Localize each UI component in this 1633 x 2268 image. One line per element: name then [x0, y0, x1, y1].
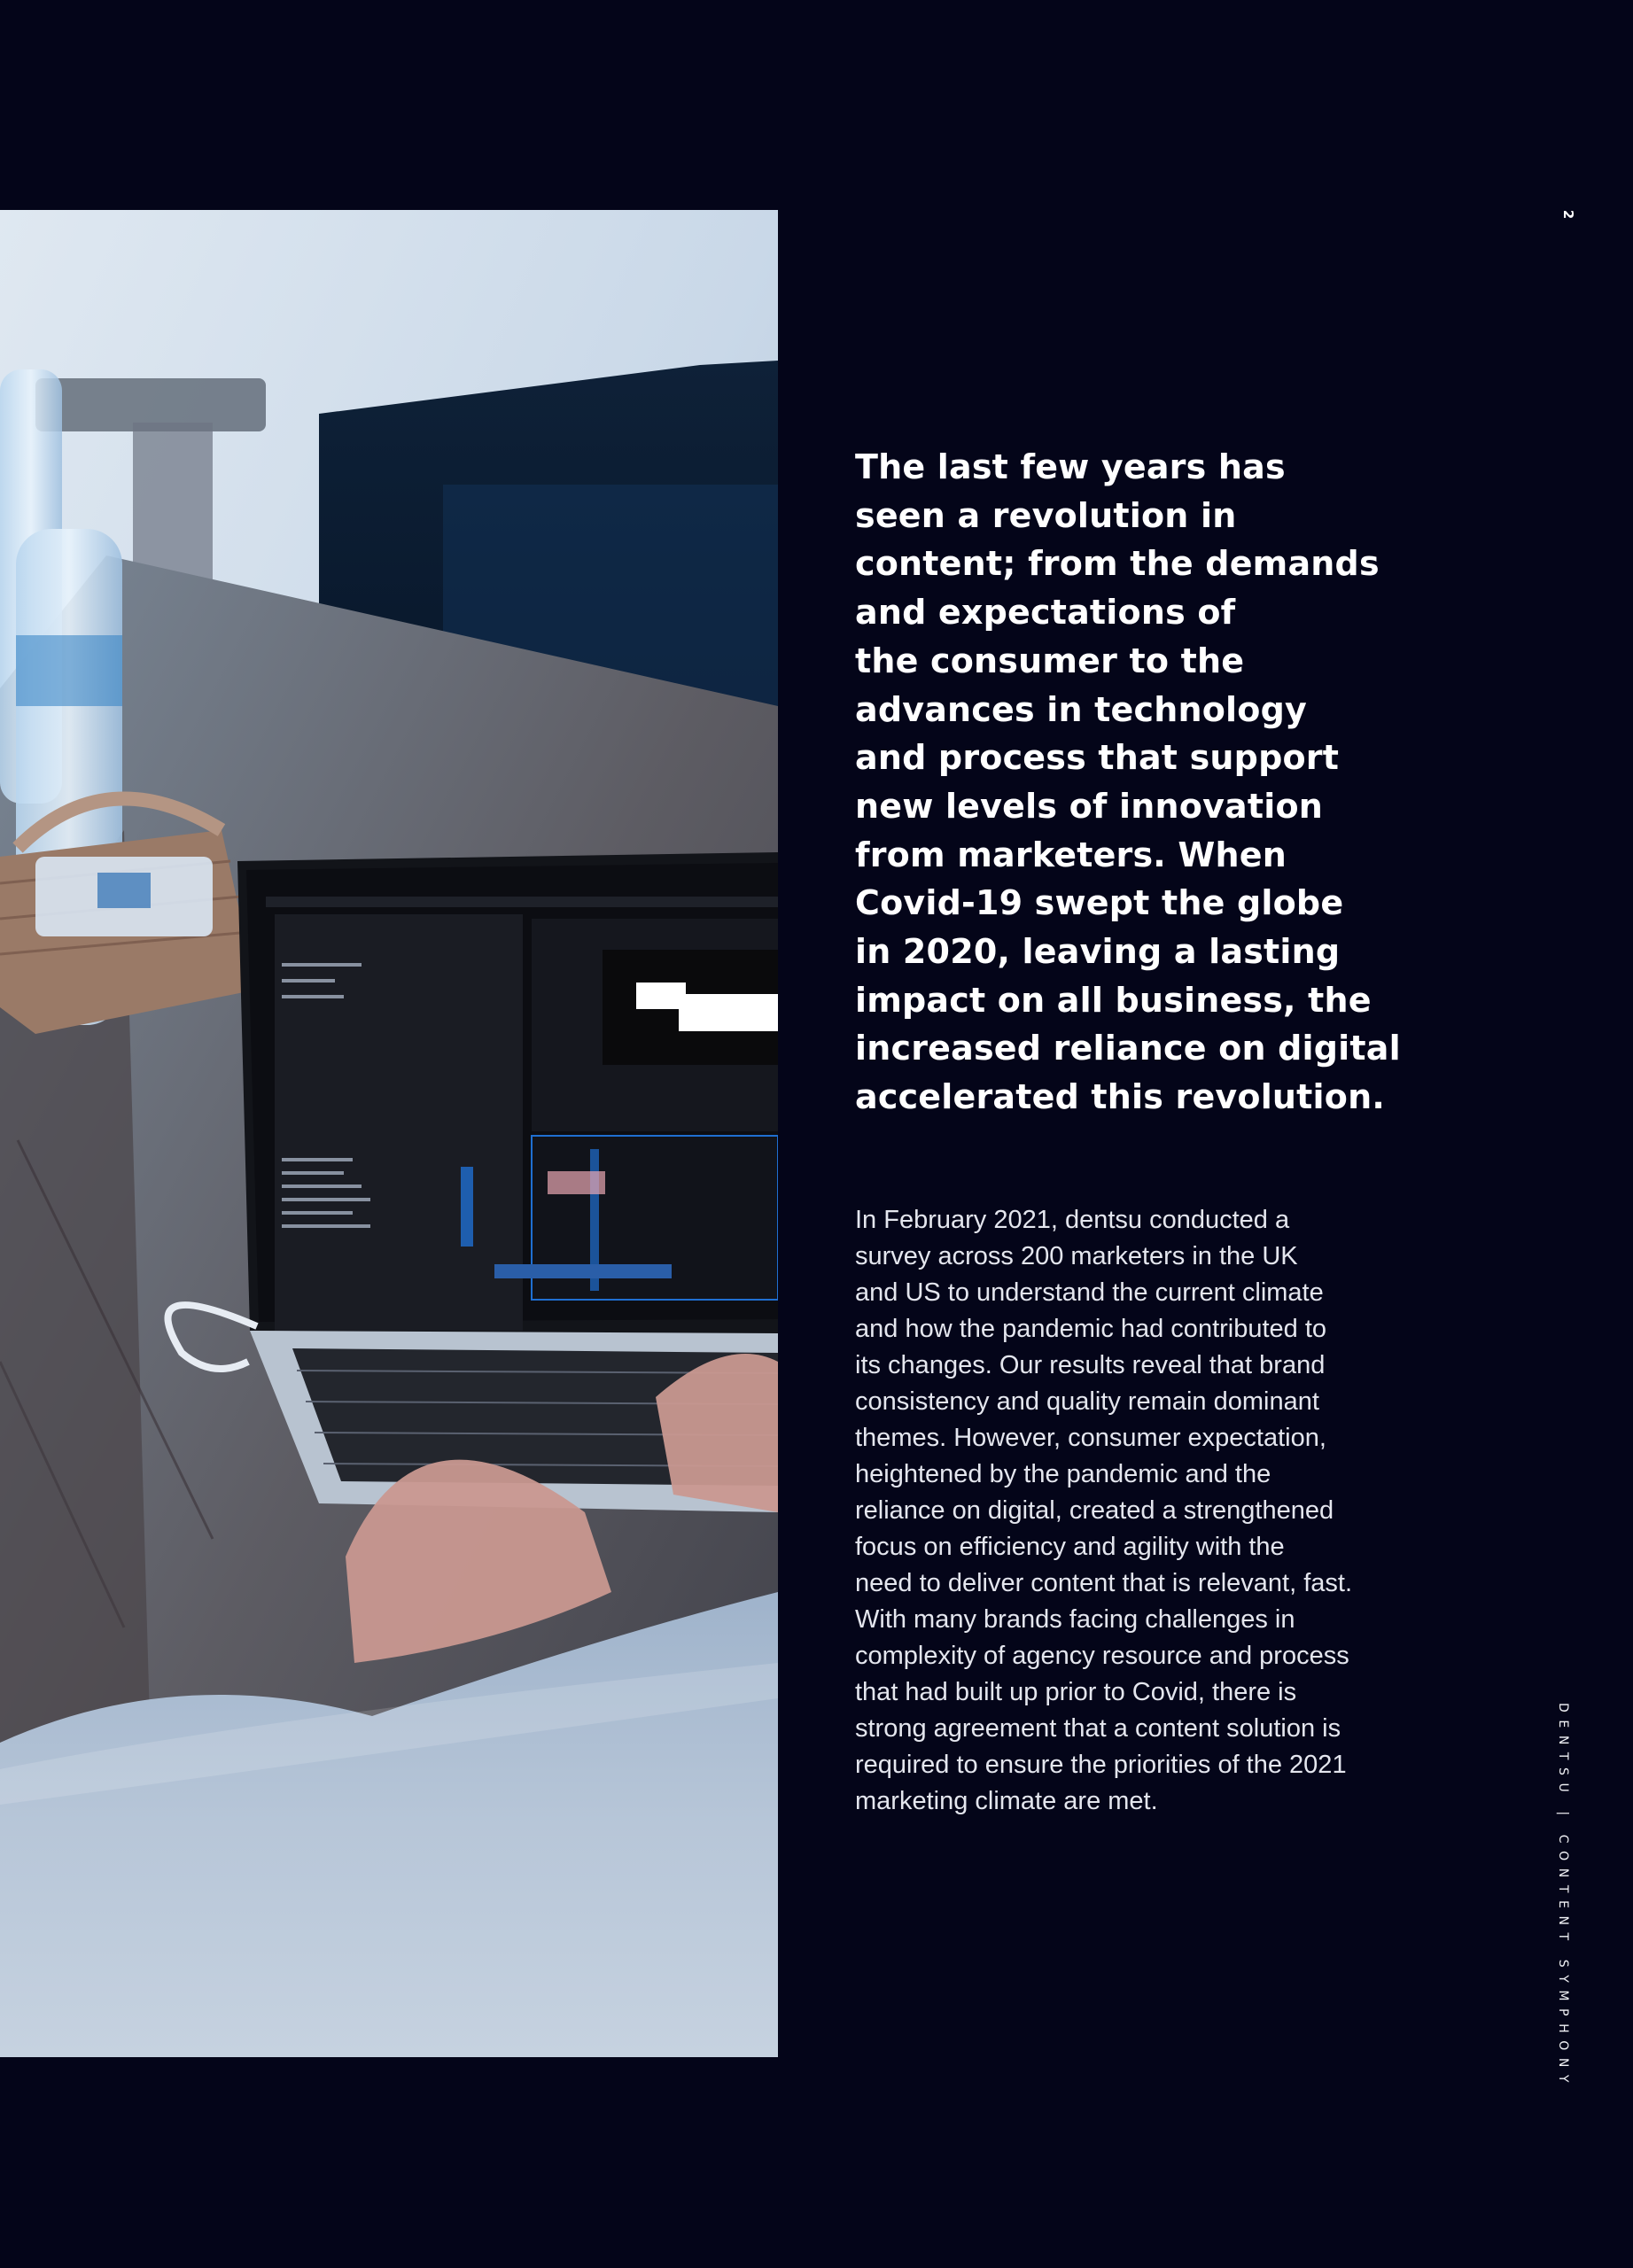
footer-label: DENTSU | CONTENT SYMPHONY: [1556, 1703, 1570, 2091]
page-number: 2: [1560, 209, 1576, 220]
photo-laptop-editing-video: [0, 210, 778, 2057]
intro-heading: The last few years has seen a revolution in content; from the demands and expectations of the consumer to the advances in technology and process that support new levels of innovation from marketers. When Covid-19 swept the globe in 2020, leaving a lasting impact on all business, the increased reliance on digital accelerated this revolution.: [855, 447, 1401, 1117]
body-paragraph: In February 2021, dentsu conducted a survey across 200 marketers in the UK and US to understand the current climate and how the pandemic had contributed to its changes. Our results reveal that brand consistency and quality remain dominant themes. However, consumer expectation, heightened by the pandemic and the reliance on digital, created a strengthened focus on efficiency and agility with the need to deliver content that is relevant, fast. With many brands facing challenges in complexity of agency resource and process that had built up prior to Covid, there is strong agreement that a content solution is required to ensure the priorities of the 2021 marketing climate are met.: [855, 1206, 1352, 1815]
side-footer: [1556, 1703, 1571, 2091]
